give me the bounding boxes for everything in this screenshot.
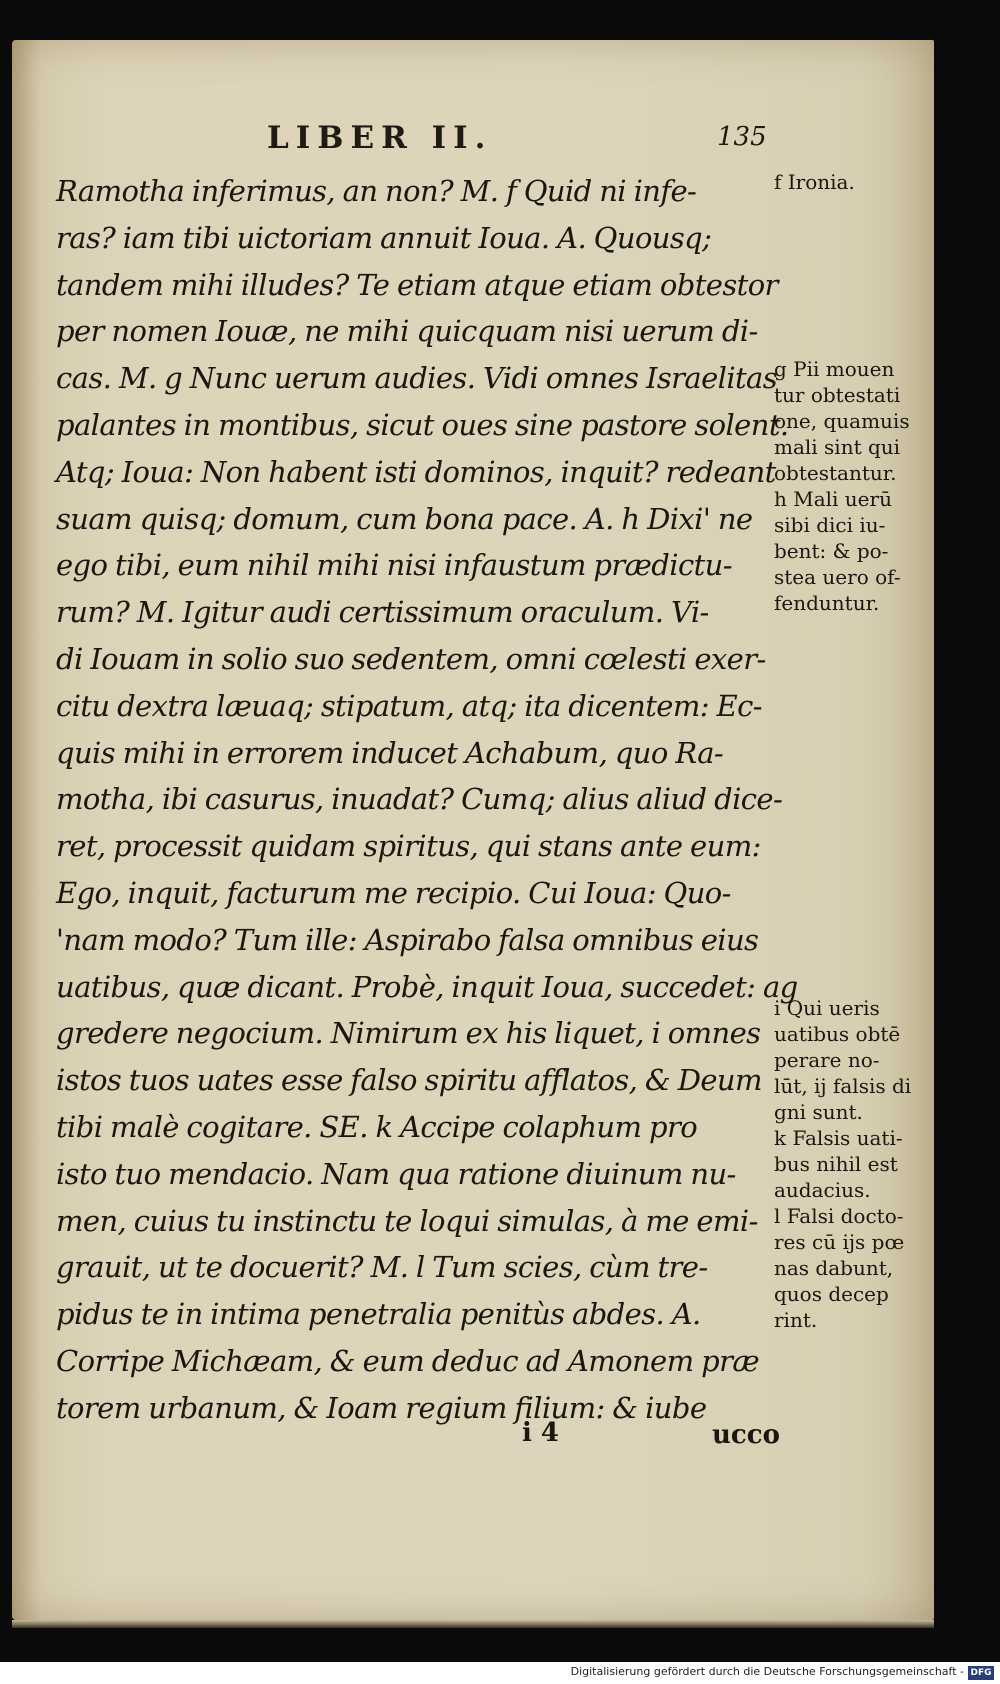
text-line: rum? M. Igitur audi certissimum oraculum. Vi- xyxy=(56,595,709,630)
note-line: bus nihil est xyxy=(774,1152,898,1176)
note-line: quos decep xyxy=(774,1282,889,1306)
note-line: obtestantur. xyxy=(774,461,897,485)
text-line: motha, ibi casurus, inuadat? Cumq; alius aliud dice- xyxy=(56,782,783,817)
note-line: one, quamuis xyxy=(774,409,910,433)
text-line: quis mihi in errorem inducet Achabum, quo Ra- xyxy=(56,735,724,770)
text-line: torem urbanum, & Ioam regium filium: & iube xyxy=(56,1390,707,1425)
text-line: per nomen Iouæ, ne mihi quicquam nisi uerum di- xyxy=(56,314,758,349)
note-line: h Mali uerū xyxy=(774,487,892,511)
page-footer xyxy=(12,1418,934,1458)
text-line: 'nam modo? Tum ille: Aspirabo falsa omnibus eius xyxy=(56,922,759,957)
text-line: ret, processit quidam spiritus, qui stans ante eum: xyxy=(56,829,761,864)
note-line: lūt, ij falsis di xyxy=(774,1074,912,1098)
text-line: gredere negocium. Nimirum ex his liquet, i omnes xyxy=(56,1016,761,1051)
signature-mark: i 4 xyxy=(522,1418,560,1448)
text-line: istos tuos uates esse falso spiritu afflatos, & Deum xyxy=(56,1063,762,1098)
text-line: uatibus, quæ dicant. Probè, inquit Ioua, succedet: ag xyxy=(56,969,798,1004)
note-line: l Falsi docto- xyxy=(774,1204,904,1228)
catchword: ucco xyxy=(712,1420,780,1450)
text-line: di Iouam in solio suo sedentem, omni cœlesti exer- xyxy=(56,641,766,676)
text-line: Ego, inquit, facturum me recipio. Cui Ioua: Quo- xyxy=(56,875,731,910)
page-edge xyxy=(12,1620,934,1628)
marginal-note-i-k-l xyxy=(774,995,944,1333)
note-line: sibi dici iu- xyxy=(774,513,886,537)
text-line: Ramotha inferimus, an non? M. f Quid ni infe- xyxy=(56,174,697,208)
credit-bar xyxy=(0,1662,1000,1684)
note-line: g Pii mouen xyxy=(774,357,895,381)
note-line: mali sint qui xyxy=(774,435,901,459)
text-line: cas. M. g Nunc uerum audies. Vidi omnes Israelitas xyxy=(56,361,778,396)
text-line: ego tibi, eum nihil mihi nisi infaustum prædictu- xyxy=(56,548,732,583)
text-line: tandem mihi illudes? Te etiam atque etiam obtestor xyxy=(56,267,778,302)
marginal-note-g-h xyxy=(774,356,944,616)
text-line: Atq; Ioua: Non habent isti dominos, inquit? redeant xyxy=(56,454,776,489)
page-number: 135 xyxy=(717,122,767,152)
text-line: suam quisq; domum, cum bona pace. A. h Dixi' ne xyxy=(56,501,753,536)
note-line: tur obtestati xyxy=(774,383,901,407)
note-line: bent: & po- xyxy=(774,539,889,563)
book-page xyxy=(12,40,934,1620)
note-line: uatibus obtē xyxy=(774,1022,901,1046)
text-line: citu dextra læuaq; stipatum, atq; ita dicentem: Ec- xyxy=(56,688,762,723)
note-line: nas dabunt, xyxy=(774,1256,894,1280)
marginal-note-f xyxy=(774,169,944,195)
note-line: audacius. xyxy=(774,1178,871,1202)
text-line: men, cuius tu instinctu te loqui simulas, à me emi- xyxy=(56,1203,758,1238)
dfg-logo-icon: DFG xyxy=(968,1666,994,1680)
note-line: f Ironia. xyxy=(774,170,855,194)
text-line: palantes in montibus, sicut oues sine pastore solent. xyxy=(56,407,789,442)
text-line: tibi malè cogitare. SE. k Accipe colaphum pro xyxy=(56,1109,698,1144)
note-line: k Falsis uati- xyxy=(774,1126,903,1150)
note-line: i Qui ueris xyxy=(774,996,880,1020)
note-line: gni sunt. xyxy=(774,1100,863,1124)
running-head: LIBER II. xyxy=(267,120,493,156)
note-line: stea uero of- xyxy=(774,565,901,589)
text-line: pidus te in intima penetralia penitùs abdes. A. xyxy=(56,1297,701,1332)
note-line: rint. xyxy=(774,1308,818,1332)
text-line: ras? iam tibi uictoriam annuit Ioua. A. Quousq; xyxy=(56,220,712,255)
funding-credit: Digitalisierung gefördert durch die Deutsche Forschungsgemeinschaft - xyxy=(570,1665,964,1678)
page-header xyxy=(12,120,934,160)
text-line: Corripe Michæam, & eum deduc ad Amonem præ xyxy=(56,1343,759,1378)
note-line: fenduntur. xyxy=(774,591,880,615)
text-line: isto tuo mendacio. Nam qua ratione diuinum nu- xyxy=(56,1156,736,1191)
note-line: res cū ijs pœ xyxy=(774,1230,905,1254)
text-line: grauit, ut te docuerit? M. l Tum scies, cùm tre- xyxy=(56,1250,708,1285)
note-line: perare no- xyxy=(774,1048,880,1072)
